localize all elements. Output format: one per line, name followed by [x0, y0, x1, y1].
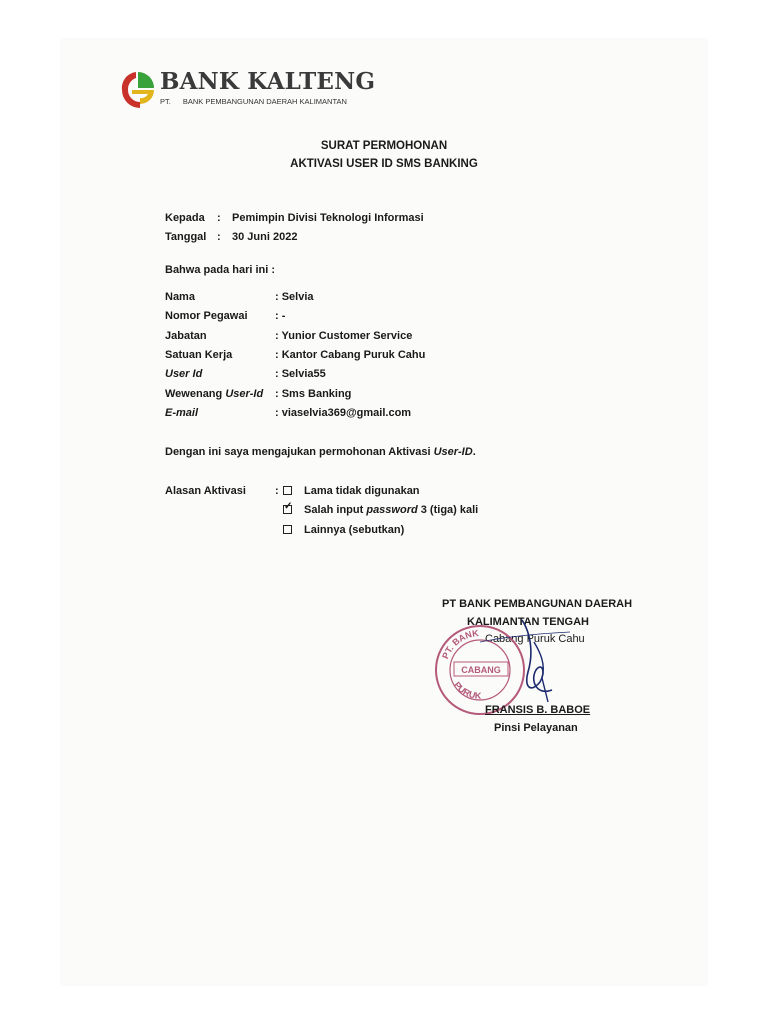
letter-title-line2: AKTIVASI USER ID SMS BANKING [290, 158, 478, 170]
field-value-user-id: : Selvia55 [275, 368, 326, 380]
reason-option-lainnya-text: Lainnya (sebutkan) [304, 524, 405, 536]
reason-label: Alasan Aktivasi [165, 485, 246, 497]
field-label-satuan-kerja: Satuan Kerja [165, 349, 233, 361]
field-value-email: : viaselvia369@gmail.com [275, 407, 412, 419]
field-label-jabatan: Jabatan [165, 330, 207, 342]
field-label-nama: Nama [165, 291, 195, 303]
reason-colon: : [275, 485, 279, 497]
reason-option-salah-b: 3 (tiga) kali [417, 504, 479, 516]
signature-org-line1: PT BANK PEMBANGUNAN DAERAH [442, 598, 633, 610]
reason-option-lama [283, 485, 420, 497]
field-label-wewenang-b: User-Id [225, 388, 264, 400]
letter-title-line1: SURAT PERMOHONAN [320, 140, 448, 152]
reason-option-lainnya [283, 524, 404, 536]
statement-main: Dengan ini saya mengajukan permohonan Aktivasi [165, 446, 434, 458]
signature-org-line2: KALIMANTAN TENGAH [467, 616, 590, 628]
tanggal-value: 30 Juni 2022 [232, 231, 298, 243]
statement-em: User-ID [433, 446, 473, 458]
field-label-user-id: User Id [165, 368, 203, 380]
checkbox-checked-icon [283, 505, 292, 514]
tanggal-label: Tanggal [165, 231, 207, 243]
statement-end: . [472, 446, 476, 458]
bank-name: BANK KALTENG [160, 68, 376, 95]
kepada-colon: : [217, 212, 221, 224]
intro-text: Bahwa pada hari ini : [165, 264, 276, 276]
stamp-bottom-text: PURUK [451, 679, 482, 702]
stamp-top-text: PT. BANK [440, 627, 480, 661]
kepada-value: Pemimpin Divisi Teknologi Informasi [232, 212, 424, 224]
field-value-wewenang: : Sms Banking [275, 388, 352, 400]
kepada-label: Kepada [165, 212, 205, 224]
signatory-role: Pinsi Pelayanan [494, 722, 578, 734]
stamp-center-text: CABANG [461, 665, 501, 675]
field-value-satuan-kerja: : Kantor Cabang Puruk Cahu [275, 349, 426, 361]
reason-option-lama-text: Lama tidak digunakan [304, 485, 420, 497]
bank-logo [118, 68, 158, 112]
signatory-name: FRANSIS B. BABOE [485, 704, 591, 716]
field-label-email: E-mail [165, 407, 199, 419]
statement-text [165, 446, 476, 458]
reason-option-salah-a: Salah input [304, 504, 367, 516]
reason-option-salah [283, 504, 478, 516]
checkbox-unchecked-icon [283, 486, 292, 495]
handwritten-signature-icon [470, 612, 580, 712]
tanggal-colon: : [217, 231, 221, 243]
field-value-nama: : Selvia [275, 291, 314, 303]
bank-subtitle-name: BANK PEMBANGUNAN DAERAH KALIMANTAN [182, 97, 347, 106]
field-value-jabatan: : Yunior Customer Service [275, 330, 413, 342]
field-label-wewenang-a: Wewenang [165, 388, 226, 400]
bank-subtitle [160, 97, 347, 106]
field-label-wewenang [165, 388, 263, 400]
signature-branch: Cabang Puruk Cahu [485, 633, 585, 645]
field-label-nomor-pegawai: Nomor Pegawai [165, 310, 248, 322]
reason-option-salah-em: password [366, 504, 418, 516]
field-value-nomor-pegawai: : - [275, 310, 286, 322]
bank-subtitle-pt: PT. [160, 97, 171, 106]
checkbox-unchecked-icon [283, 525, 292, 534]
